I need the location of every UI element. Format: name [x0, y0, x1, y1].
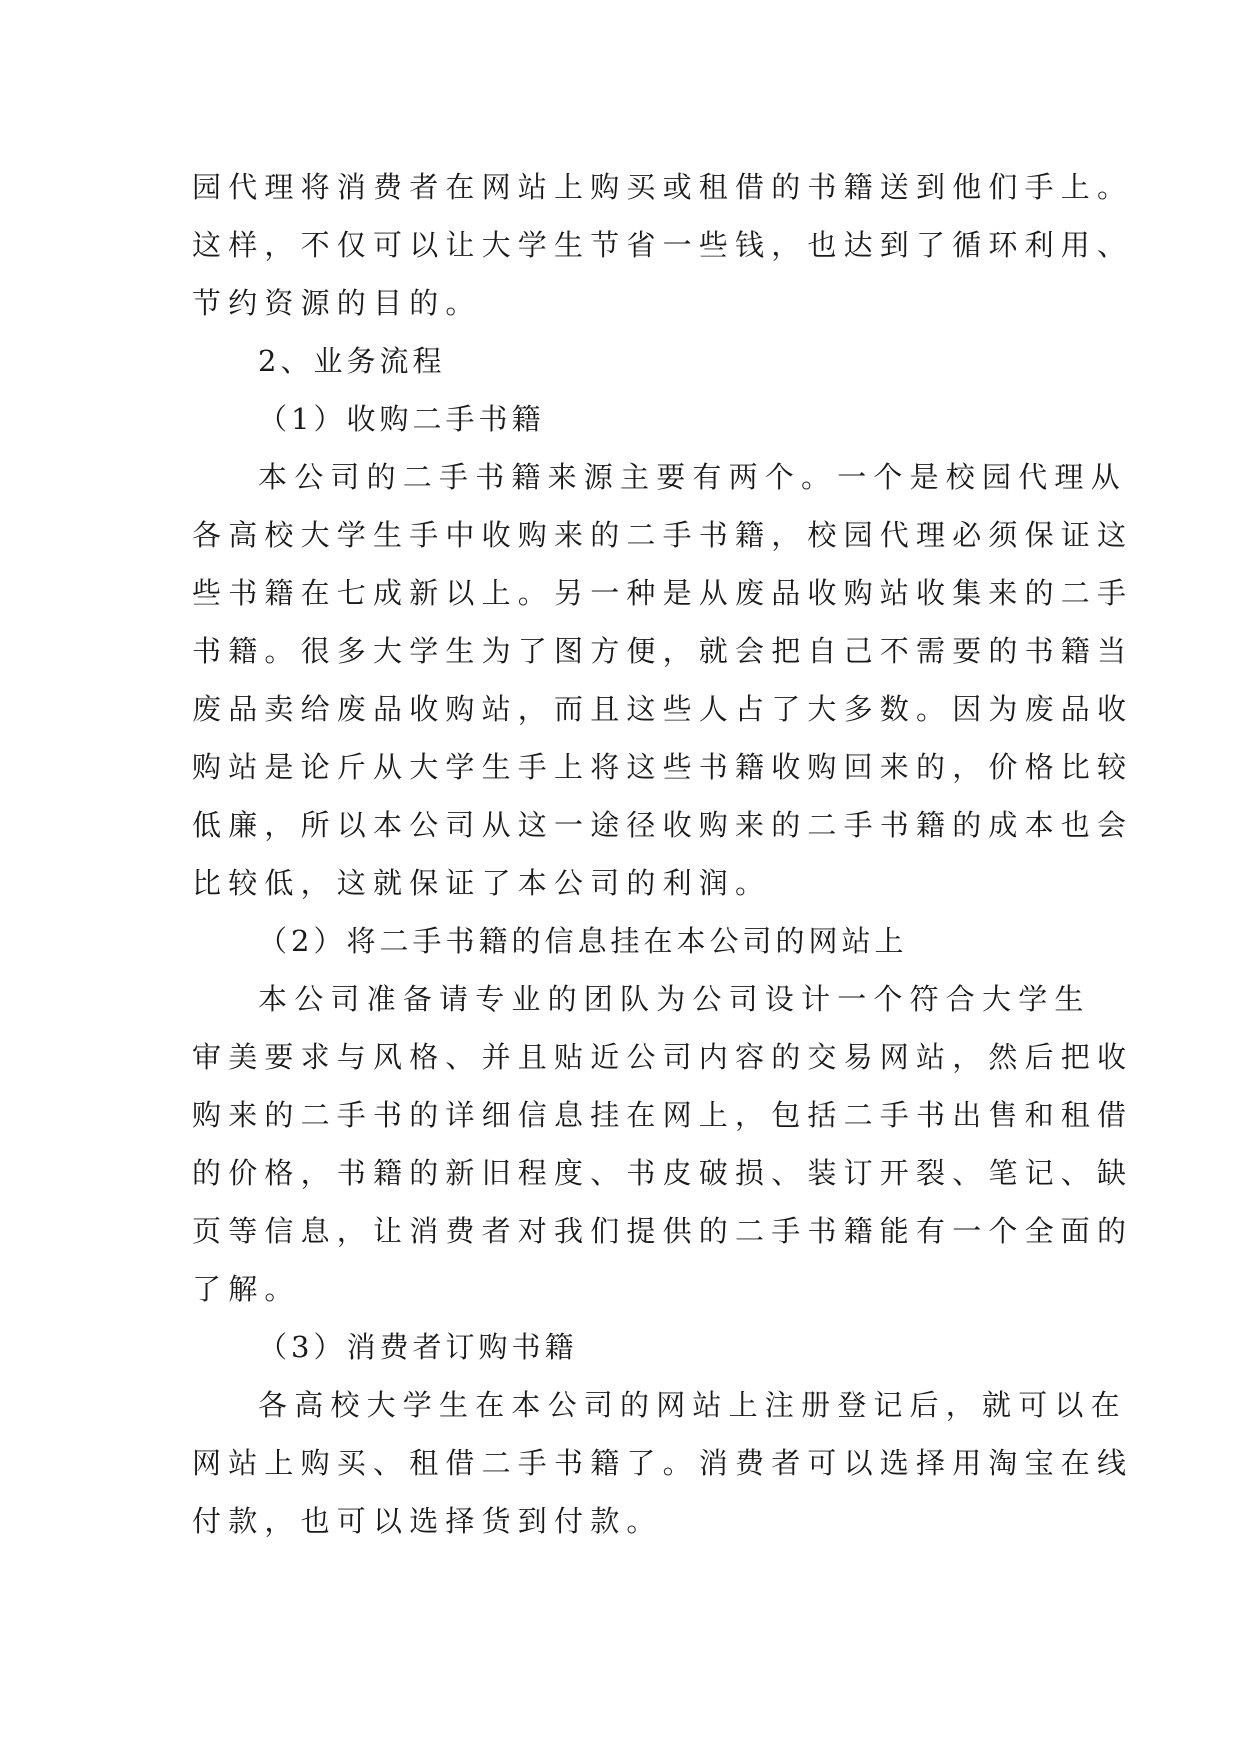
- text-line: 低廉，所以本公司从这一途径收购来的二手书籍的成本也会: [192, 808, 1134, 842]
- text-line: 了解。: [192, 1272, 301, 1306]
- text-line: 的价格，书籍的新旧程度、书皮破损、装订开裂、笔记、缺: [192, 1156, 1134, 1190]
- text-line: 审美要求与风格、并且贴近公司内容的交易网站，然后把收: [192, 1040, 1134, 1074]
- text-line: 节约资源的目的。: [192, 286, 482, 320]
- paragraph-first-line: 本公司准备请专业的团队为公司设计一个符合大学生: [258, 982, 1091, 1016]
- document-body: [192, 158, 1134, 1550]
- text-line: 付款，也可以选择货到付款。: [192, 1504, 663, 1538]
- text-line: 购站是论斤从大学生手上将这些书籍收购回来的，价格比较: [192, 750, 1134, 784]
- text-line: 比较低，这就保证了本公司的利润。: [192, 866, 772, 900]
- paragraph-first-line: 本公司的二手书籍来源主要有两个。一个是校园代理从: [258, 460, 1127, 494]
- section-heading: 2、业务流程: [258, 344, 446, 378]
- text-line: 些书籍在七成新以上。另一种是从废品收购站收集来的二手: [192, 576, 1134, 610]
- text-line: 各高校大学生手中收购来的二手书籍，校园代理必须保证这: [192, 518, 1134, 552]
- subsection-heading: （3）消费者订购书籍: [258, 1330, 578, 1364]
- subsection-heading: （2）将二手书籍的信息挂在本公司的网站上: [258, 924, 908, 958]
- text-line: 书籍。很多大学生为了图方便，就会把自己不需要的书籍当: [192, 634, 1134, 668]
- text-line: 园代理将消费者在网站上购买或租借的书籍送到他们手上。: [192, 170, 1134, 204]
- paragraph-first-line: 各高校大学生在本公司的网站上注册登记后，就可以在: [258, 1388, 1127, 1422]
- text-line: 废品卖给废品收购站，而且这些人占了大多数。因为废品收: [192, 692, 1134, 726]
- text-line: 页等信息，让消费者对我们提供的二手书籍能有一个全面的: [192, 1214, 1134, 1248]
- text-line: 网站上购买、租借二手书籍了。消费者可以选择用淘宝在线: [192, 1446, 1134, 1480]
- text-line: 这样，不仅可以让大学生节省一些钱，也达到了循环利用、: [192, 228, 1134, 262]
- text-line: 购来的二手书的详细信息挂在网上，包括二手书出售和租借: [192, 1098, 1134, 1132]
- subsection-heading: （1）收购二手书籍: [258, 402, 545, 436]
